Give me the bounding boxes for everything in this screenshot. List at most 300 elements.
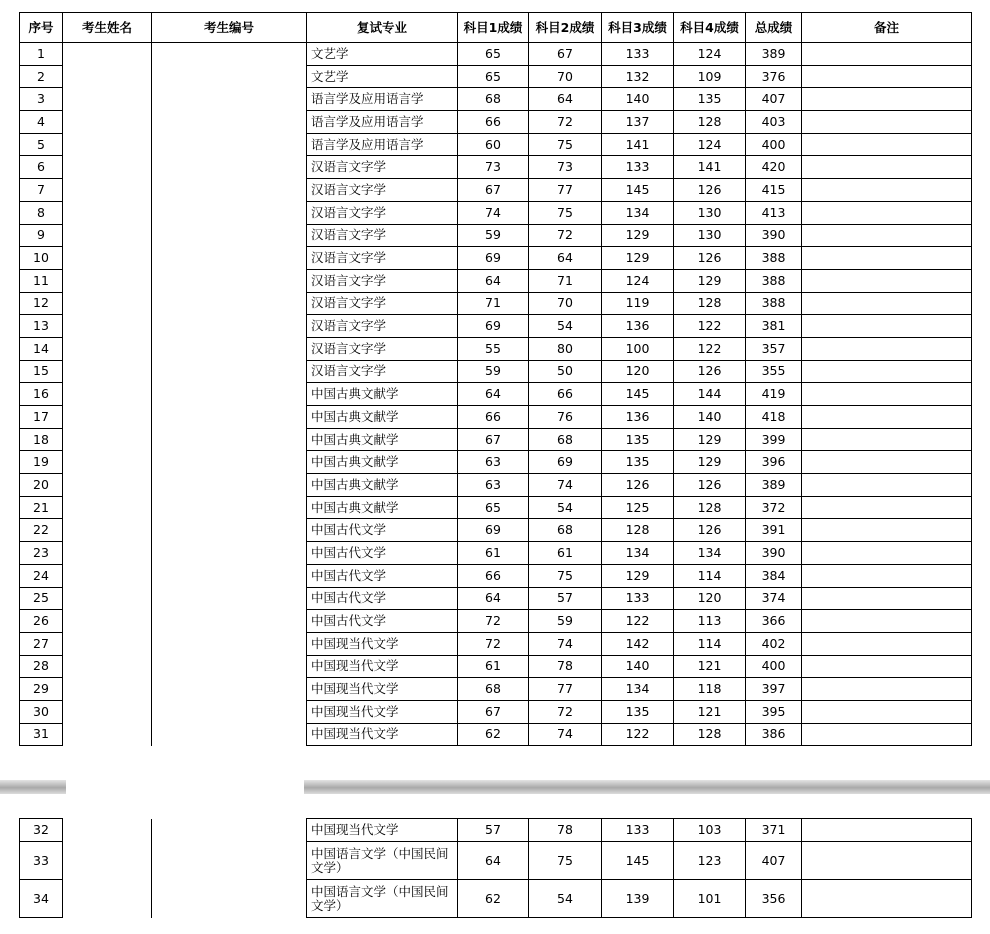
table-cell: 23 <box>20 542 63 565</box>
table-cell <box>152 315 307 338</box>
table-cell <box>152 655 307 678</box>
table-row <box>20 247 972 270</box>
table-cell: 74 <box>529 723 602 746</box>
table-cell: 389 <box>746 43 802 66</box>
table-cell: 64 <box>529 247 602 270</box>
table-cell: 376 <box>746 65 802 88</box>
table-cell: 64 <box>458 269 529 292</box>
table-cell: 10 <box>20 247 63 270</box>
table-cell: 3 <box>20 88 63 111</box>
table-cell <box>63 819 152 842</box>
table-cell <box>63 451 152 474</box>
table-cell: 413 <box>746 201 802 224</box>
table-cell <box>63 111 152 134</box>
table-cell: 134 <box>602 678 674 701</box>
table-cell <box>152 451 307 474</box>
table-cell: 4 <box>20 111 63 134</box>
table-cell <box>63 201 152 224</box>
table-cell: 128 <box>674 496 746 519</box>
table-cell <box>152 337 307 360</box>
table-row <box>20 428 972 451</box>
table-cell: 8 <box>20 201 63 224</box>
table-cell <box>152 610 307 633</box>
table-cell: 388 <box>746 269 802 292</box>
table-cell: 388 <box>746 247 802 270</box>
table-cell: 103 <box>674 819 746 842</box>
table-cell: 136 <box>602 406 674 429</box>
table-cell: 390 <box>746 542 802 565</box>
table-cell <box>152 292 307 315</box>
column-header: 总成绩 <box>746 13 802 43</box>
table-cell: 121 <box>674 655 746 678</box>
table-cell <box>802 451 972 474</box>
table-cell <box>152 564 307 587</box>
table-cell: 54 <box>529 315 602 338</box>
table-cell: 69 <box>458 247 529 270</box>
table-cell: 114 <box>674 564 746 587</box>
table-cell: 75 <box>529 842 602 880</box>
table-cell: 78 <box>529 655 602 678</box>
table-cell: 64 <box>458 587 529 610</box>
table-cell <box>63 880 152 918</box>
table-cell: 12 <box>20 292 63 315</box>
table-row <box>20 315 972 338</box>
table-row <box>20 179 972 202</box>
table-cell: 69 <box>458 519 529 542</box>
table-cell: 124 <box>674 133 746 156</box>
table-cell <box>63 65 152 88</box>
table-cell: 67 <box>458 700 529 723</box>
table-cell: 62 <box>458 723 529 746</box>
table-cell <box>63 247 152 270</box>
table-cell: 75 <box>529 201 602 224</box>
table-cell: 141 <box>674 156 746 179</box>
table-cell <box>63 43 152 66</box>
table-cell: 418 <box>746 406 802 429</box>
table-cell: 中国古代文学 <box>307 542 458 565</box>
table-cell: 中国古典文献学 <box>307 496 458 519</box>
table-cell: 21 <box>20 496 63 519</box>
table-cell <box>152 179 307 202</box>
table-cell <box>802 700 972 723</box>
table-cell <box>152 111 307 134</box>
table-cell: 中国古代文学 <box>307 564 458 587</box>
table-cell: 7 <box>20 179 63 202</box>
table-cell: 126 <box>602 474 674 497</box>
table-cell <box>152 842 307 880</box>
table-cell: 77 <box>529 678 602 701</box>
column-header: 备注 <box>802 13 972 43</box>
table-cell: 118 <box>674 678 746 701</box>
table-row <box>20 451 972 474</box>
table-cell <box>63 133 152 156</box>
table-cell: 136 <box>602 315 674 338</box>
table-cell: 126 <box>674 179 746 202</box>
table-cell: 文艺学 <box>307 65 458 88</box>
table-cell <box>152 428 307 451</box>
table-cell <box>802 247 972 270</box>
table-cell: 57 <box>529 587 602 610</box>
table-cell <box>802 292 972 315</box>
table-row <box>20 406 972 429</box>
table-cell: 133 <box>602 156 674 179</box>
table-cell: 133 <box>602 587 674 610</box>
table-cell: 汉语言文字学 <box>307 201 458 224</box>
table-cell: 中国现当代文学 <box>307 655 458 678</box>
table-cell: 125 <box>602 496 674 519</box>
table-cell: 5 <box>20 133 63 156</box>
table-cell: 汉语言文字学 <box>307 269 458 292</box>
table-cell: 59 <box>529 610 602 633</box>
table-cell: 22 <box>20 519 63 542</box>
table-cell <box>63 542 152 565</box>
table-cell: 72 <box>529 224 602 247</box>
table-cell <box>152 383 307 406</box>
table-cell: 64 <box>458 842 529 880</box>
table-cell: 中国古典文献学 <box>307 383 458 406</box>
table-cell: 74 <box>458 201 529 224</box>
table-cell: 74 <box>529 474 602 497</box>
table-cell: 140 <box>602 655 674 678</box>
table-cell: 420 <box>746 156 802 179</box>
table-cell <box>63 428 152 451</box>
table-cell: 134 <box>602 542 674 565</box>
table-cell: 中国古典文献学 <box>307 474 458 497</box>
table-cell: 120 <box>602 360 674 383</box>
table-cell <box>63 269 152 292</box>
table-cell: 72 <box>458 610 529 633</box>
table-cell: 402 <box>746 632 802 655</box>
table-row <box>20 880 972 918</box>
table-cell: 145 <box>602 842 674 880</box>
table-cell <box>802 678 972 701</box>
table-cell: 汉语言文字学 <box>307 247 458 270</box>
table-cell: 128 <box>674 723 746 746</box>
table-row <box>20 383 972 406</box>
column-header: 科目3成绩 <box>602 13 674 43</box>
table-cell: 128 <box>674 111 746 134</box>
table-row <box>20 610 972 633</box>
table-cell <box>63 360 152 383</box>
table-cell: 18 <box>20 428 63 451</box>
column-header: 科目2成绩 <box>529 13 602 43</box>
table-row <box>20 43 972 66</box>
table-cell: 中国古代文学 <box>307 519 458 542</box>
column-header: 序号 <box>20 13 63 43</box>
table-cell: 135 <box>602 451 674 474</box>
table-cell <box>802 224 972 247</box>
table-row <box>20 542 972 565</box>
table-row <box>20 723 972 746</box>
table-cell: 70 <box>529 65 602 88</box>
table-cell: 129 <box>602 224 674 247</box>
table-cell: 68 <box>529 519 602 542</box>
table-cell: 130 <box>674 201 746 224</box>
table-cell <box>802 65 972 88</box>
table-cell: 126 <box>674 247 746 270</box>
table-cell <box>802 564 972 587</box>
table-cell: 135 <box>602 700 674 723</box>
table-cell: 中国现当代文学 <box>307 632 458 655</box>
table-cell <box>802 610 972 633</box>
table-cell: 中国古代文学 <box>307 610 458 633</box>
table-cell: 汉语言文字学 <box>307 337 458 360</box>
table-cell <box>152 678 307 701</box>
table-cell: 371 <box>746 819 802 842</box>
table-cell: 2 <box>20 65 63 88</box>
table-cell: 34 <box>20 880 63 918</box>
table-cell: 64 <box>529 88 602 111</box>
table-cell <box>152 269 307 292</box>
table-cell: 中国古典文献学 <box>307 451 458 474</box>
table-cell: 65 <box>458 496 529 519</box>
table-cell <box>63 315 152 338</box>
table-cell: 67 <box>458 179 529 202</box>
table-cell <box>802 587 972 610</box>
table-cell <box>63 156 152 179</box>
table-cell: 114 <box>674 632 746 655</box>
table-cell <box>802 474 972 497</box>
table-cell: 汉语言文字学 <box>307 224 458 247</box>
table-cell: 文艺学 <box>307 43 458 66</box>
table-cell: 80 <box>529 337 602 360</box>
table-cell: 汉语言文字学 <box>307 156 458 179</box>
table-cell: 14 <box>20 337 63 360</box>
table-row <box>20 632 972 655</box>
table-cell: 390 <box>746 224 802 247</box>
table-cell <box>802 43 972 66</box>
table-row <box>20 111 972 134</box>
table-cell <box>802 337 972 360</box>
table-cell: 26 <box>20 610 63 633</box>
table-cell: 中国古典文献学 <box>307 406 458 429</box>
table-cell: 汉语言文字学 <box>307 179 458 202</box>
table-cell <box>63 655 152 678</box>
table-cell: 19 <box>20 451 63 474</box>
table-header-row <box>20 13 972 43</box>
table-cell: 121 <box>674 700 746 723</box>
table-cell: 76 <box>529 406 602 429</box>
table-cell: 59 <box>458 224 529 247</box>
table-cell: 124 <box>674 43 746 66</box>
table-cell: 145 <box>602 179 674 202</box>
table-cell: 31 <box>20 723 63 746</box>
table-row <box>20 65 972 88</box>
table-cell <box>802 519 972 542</box>
table-cell: 384 <box>746 564 802 587</box>
table-cell: 122 <box>674 337 746 360</box>
table-cell: 407 <box>746 842 802 880</box>
score-table <box>19 12 972 746</box>
table-row <box>20 201 972 224</box>
table-cell: 中国古典文献学 <box>307 428 458 451</box>
table-cell: 语言学及应用语言学 <box>307 88 458 111</box>
table-cell <box>152 496 307 519</box>
table-cell: 73 <box>529 156 602 179</box>
table-cell: 374 <box>746 587 802 610</box>
table-cell: 63 <box>458 474 529 497</box>
table-cell <box>152 43 307 66</box>
score-table-continued <box>19 818 972 918</box>
table-cell: 65 <box>458 43 529 66</box>
table-cell: 366 <box>746 610 802 633</box>
table-row <box>20 88 972 111</box>
table-cell <box>152 224 307 247</box>
table-cell: 71 <box>529 269 602 292</box>
table-cell <box>152 247 307 270</box>
table-cell <box>152 880 307 918</box>
table-cell: 109 <box>674 65 746 88</box>
table-cell: 134 <box>674 542 746 565</box>
table-cell: 389 <box>746 474 802 497</box>
table-cell <box>63 723 152 746</box>
table-cell: 66 <box>458 111 529 134</box>
page-break-bar <box>304 780 990 794</box>
table-row <box>20 337 972 360</box>
table-cell: 120 <box>674 587 746 610</box>
column-header: 科目1成绩 <box>458 13 529 43</box>
table-cell: 61 <box>458 655 529 678</box>
table-cell <box>152 65 307 88</box>
table-cell: 128 <box>602 519 674 542</box>
column-header: 考生编号 <box>152 13 307 43</box>
table-cell <box>802 133 972 156</box>
table-cell <box>802 156 972 179</box>
table-cell <box>802 406 972 429</box>
table-row <box>20 496 972 519</box>
table-row <box>20 655 972 678</box>
table-cell: 137 <box>602 111 674 134</box>
table-cell: 391 <box>746 519 802 542</box>
table-cell: 119 <box>602 292 674 315</box>
table-cell: 403 <box>746 111 802 134</box>
table-cell: 73 <box>458 156 529 179</box>
table-cell: 中国古代文学 <box>307 587 458 610</box>
table-cell <box>802 179 972 202</box>
table-row <box>20 224 972 247</box>
table-cell: 72 <box>529 111 602 134</box>
table-cell <box>802 632 972 655</box>
table-row <box>20 587 972 610</box>
table-cell: 135 <box>602 428 674 451</box>
table-cell <box>152 519 307 542</box>
table-cell <box>802 655 972 678</box>
table-row <box>20 269 972 292</box>
table-cell: 72 <box>529 700 602 723</box>
table-row <box>20 700 972 723</box>
table-cell: 396 <box>746 451 802 474</box>
table-cell: 65 <box>458 65 529 88</box>
table-cell: 语言学及应用语言学 <box>307 111 458 134</box>
table-cell <box>802 428 972 451</box>
table-cell: 33 <box>20 842 63 880</box>
table-cell: 126 <box>674 519 746 542</box>
table-cell: 30 <box>20 700 63 723</box>
table-cell: 66 <box>458 406 529 429</box>
table-cell: 25 <box>20 587 63 610</box>
table-cell: 24 <box>20 564 63 587</box>
table-cell: 355 <box>746 360 802 383</box>
table-cell: 70 <box>529 292 602 315</box>
table-cell <box>63 519 152 542</box>
table-cell: 142 <box>602 632 674 655</box>
table-cell: 67 <box>529 43 602 66</box>
table-cell: 140 <box>602 88 674 111</box>
table-cell: 28 <box>20 655 63 678</box>
table-cell <box>63 842 152 880</box>
table-cell: 71 <box>458 292 529 315</box>
table-cell <box>802 383 972 406</box>
table-cell <box>152 819 307 842</box>
table-cell <box>802 201 972 224</box>
table-cell: 中国现当代文学 <box>307 723 458 746</box>
table-cell: 9 <box>20 224 63 247</box>
table-cell <box>63 678 152 701</box>
table-cell: 汉语言文字学 <box>307 360 458 383</box>
table-cell: 134 <box>602 201 674 224</box>
table-cell <box>63 224 152 247</box>
table-cell <box>802 542 972 565</box>
table-cell: 122 <box>602 610 674 633</box>
table-cell: 113 <box>674 610 746 633</box>
table-cell: 15 <box>20 360 63 383</box>
table-cell: 54 <box>529 496 602 519</box>
table-cell: 372 <box>746 496 802 519</box>
table-cell: 357 <box>746 337 802 360</box>
table-cell: 126 <box>674 360 746 383</box>
table-cell: 汉语言文字学 <box>307 292 458 315</box>
table-cell: 128 <box>674 292 746 315</box>
table-cell: 397 <box>746 678 802 701</box>
table-row <box>20 842 972 880</box>
table-cell <box>802 880 972 918</box>
table-cell: 68 <box>458 678 529 701</box>
table-cell: 67 <box>458 428 529 451</box>
table-cell: 135 <box>674 88 746 111</box>
table-cell <box>802 111 972 134</box>
table-cell <box>152 133 307 156</box>
table-cell <box>152 88 307 111</box>
table-cell: 129 <box>602 247 674 270</box>
table-cell: 75 <box>529 564 602 587</box>
table-cell <box>152 474 307 497</box>
table-cell: 140 <box>674 406 746 429</box>
column-header: 科目4成绩 <box>674 13 746 43</box>
table-cell: 63 <box>458 451 529 474</box>
table-cell <box>63 292 152 315</box>
table-cell: 129 <box>602 564 674 587</box>
table-cell <box>152 201 307 224</box>
table-cell: 汉语言文字学 <box>307 315 458 338</box>
table-cell: 100 <box>602 337 674 360</box>
table-cell: 中国语言文学（中国民间文学） <box>307 842 458 880</box>
table-cell: 16 <box>20 383 63 406</box>
table-cell: 126 <box>674 474 746 497</box>
table-cell: 130 <box>674 224 746 247</box>
table-cell <box>802 360 972 383</box>
table-cell <box>63 179 152 202</box>
table-cell: 6 <box>20 156 63 179</box>
table-cell: 语言学及应用语言学 <box>307 133 458 156</box>
table-cell: 27 <box>20 632 63 655</box>
table-cell: 356 <box>746 880 802 918</box>
table-cell: 中国现当代文学 <box>307 819 458 842</box>
table-cell <box>802 723 972 746</box>
table-cell <box>152 406 307 429</box>
table-cell <box>152 587 307 610</box>
table-cell: 74 <box>529 632 602 655</box>
table-cell: 415 <box>746 179 802 202</box>
